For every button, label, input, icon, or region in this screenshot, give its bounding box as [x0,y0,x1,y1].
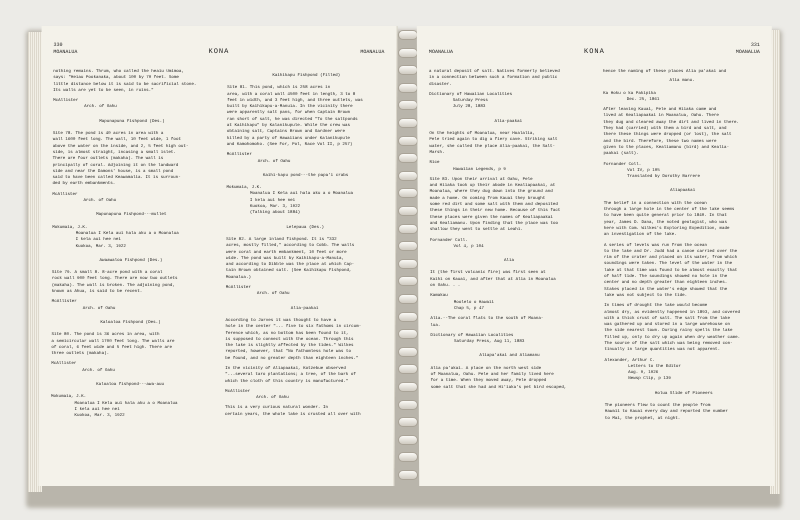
text-line: year, James D. Dana, the noted geologist, who was [603,220,727,225]
text-line: in a connection between such a formation and public [429,76,558,81]
text-line: three outlets (makaha). [51,352,110,357]
text-line: rim of the crater and placed on its water, from which [604,256,738,261]
text-line: McAllister [226,153,252,158]
text-line: Dec. 25, 1861 [619,97,660,102]
text-line: the lake is slightly affected by the tides." Wilkes [225,344,354,349]
text-line: Awaawaloa Fishpond (Des.) [99,258,163,263]
text-line: lua. [430,323,441,328]
text-line: I kela aui hee nei [242,198,296,203]
text-line: water, she called the place Alia-paakai, the Salt- [429,144,556,149]
text-line: were apparently salt pans, for when Captain Brown [226,111,351,116]
binding-ring [398,382,418,392]
text-line: Translated by Dorothy Barrere [619,175,701,180]
text-line: Alia [503,259,515,264]
text-line: Site 81. This pond, which is 258 acres in [227,86,331,91]
text-line: obtaining salt, Captains Brown and Gardner were [226,130,345,135]
text-line: tinually in large quantities was not apparent. [604,348,721,353]
text-line: Arch. of Oahu [241,292,290,297]
text-line: to Mai, the prophet, at night. [604,416,681,421]
binding-ring [398,171,418,181]
binding-ring [398,153,418,163]
binding-ring [398,118,418,128]
text-line: given to the places, Kealiamanu (bird) and Kealia- [603,145,730,150]
text-line: Mokumaia, J.K. [226,186,262,191]
text-line: Fornander Coll. [429,238,468,243]
text-line: above the water on the inside, and 2, 5 feet high out- [52,144,189,149]
text-line: reported, however, that "No fathomless hole was to [225,350,351,355]
text-line: of half tide. The soundings showed no hole in the [604,275,728,280]
text-line: hole in the center "... five to six fathoms in circum- [225,325,362,330]
right-header-title: KONA [584,48,605,56]
text-line: (Talking about 1884) [242,211,301,216]
text-line: Holua Slide of Pioneers [654,391,713,396]
text-line: to the lake and Dr. Judd had a canoe carried over the [603,249,738,254]
binding-ring [398,30,418,40]
text-line: killed by a party of Hawaiians under Kalanikupule [226,136,350,141]
text-line: made a home. On coming from Kauai they brought [429,196,546,201]
text-line: nothing remains. Thrum, who called the heaiu Umimoa, [53,70,184,74]
text-line: I kela aui hee nei [68,238,121,243]
text-line: Vol 4, p 104 [445,244,484,249]
left-page-header [53,42,384,64]
text-line: Letters to the Editor [620,364,681,369]
text-line: and the bird. Therefore, these two names were [603,139,717,144]
text-line: Site 82. A large inland fishpond. It is "332 [226,237,337,242]
text-line [52,251,210,255]
text-line: and Kamohomoho. (See For, Pol, Race Vol II, p 257) [226,142,353,147]
text-line: Arch. of Oahu [67,306,116,311]
text-line: Arch. of Oahu [242,159,291,164]
text-line: Fornander Coll. [603,162,642,167]
text-line: here with Com. Wilkes's Exploring Expedition, made [603,226,730,231]
text-line: were coral and earth embankment, 10 feet or more [226,250,347,255]
text-line: Kaloaloa Fishpond (Des.) [100,320,161,325]
text-line: The belief in a connection with the ocean [603,201,707,206]
text-line: Alia pa'akai. A place on the north west side [430,366,542,371]
binding-ring [398,400,418,410]
text-line: and Kealiamanu. Upon finding that the place was too [429,221,559,226]
text-line: McAllister [51,362,77,367]
text-line: Hawaiian Legends, p 9 [445,167,506,172]
text-line: Kuokoa, Mar. 3, 1922 [242,205,301,210]
left-header-title: KONA [208,48,230,56]
text-line: Alia manu. [669,79,695,84]
text-line: a semicircular wall 1700 feet long. The walls are [51,339,175,344]
right-page-header [429,42,760,64]
text-line: area, with a coral wall 4500 feet in length, 3 to 8 [227,92,356,97]
spiral-binding [396,30,418,490]
text-line: Arch. of Oahu [68,199,117,204]
text-line: and according to Dibble was the place at which Cap- [225,263,355,268]
text-line [430,346,588,350]
text-line: of coral, 6 feet wide and 5 feet high. There are [51,345,172,350]
binding-ring [398,347,418,357]
text-line: Alia-paakai [494,119,523,124]
text-line: Chap 5, p 47 [446,306,484,311]
binding-ring [398,417,418,427]
right-page-column-1 [429,70,589,392]
text-line [51,375,209,379]
text-line: Moanalua, where they dug down into the ground and [429,190,553,195]
text-line [53,112,211,116]
text-line: It (the first volcanic fire) was first seen at [430,271,546,276]
binding-ring [398,241,418,251]
text-line: Moanalua I Kela aui hala aku a o Moanalua [68,231,179,236]
text-line: Site 83. Upon their arrival at Oahu, Pele [429,177,533,182]
text-line: McAllister [51,300,77,305]
text-line: they dug and cleared away the dirt and lived in there. [603,120,740,125]
text-line: Arch. of Oahu [69,105,117,110]
text-line: feet in width, and 3 feet high, and three outlets, was [227,98,363,103]
text-line: a natural deposit of salt. Natives formerly believed [429,70,560,74]
text-line: built by Kaihikapu-a-Manuia. In the vicinity there [227,105,353,110]
text-line: of Moanalua, Oahu. Pele and her family lived here [430,372,554,377]
text-line: Kuokoa, Mar. 3, 1922 [66,414,125,419]
text-line: little distance below it is said to be sacrificial stone. [53,82,197,87]
text-line: I kela aui hee nei [66,407,120,412]
text-line: at Kaihikapu" by Kalanikupule. While the crew was [226,124,351,129]
text-line [226,299,384,303]
text-line: said to have been called Keawamalia. It is surroun- [52,176,181,181]
text-line [52,313,210,317]
text-line: Kaloaloa fishpond---awa-auu [96,382,165,387]
text-line [226,218,384,222]
binding-ring [398,100,418,110]
binding-ring [398,329,418,339]
binding-ring [398,364,418,374]
text-line: Site 78. The pond is 40 acres in area with a [52,132,164,137]
text-line: McAllister [225,286,251,291]
text-line: Arch. of Oahu [67,368,115,373]
text-line: Site 80. The pond is 36 acres in area, with [51,333,160,338]
left-page-number: 330 [53,42,63,48]
text-line: Aug. 9, 1926 [620,371,659,376]
text-line: on Oahu. . . [430,284,461,289]
text-line: to have been quite general prior to 1840. In that [603,214,727,219]
binding-ring [398,224,418,234]
text-line: (makaha). The wall is broken. The adjoining pond, [51,283,175,288]
binding-ring [398,435,418,445]
text-line: ran short of salt, he was directed "To the saltponds [226,117,358,122]
text-line: This is a very curious natural wonder. In [224,406,328,411]
text-line: After leaving Kauai, Pele and Hiiaka came and [603,108,717,113]
left-page [38,26,397,486]
text-line: wall 1600 feet long. The wall, 10 feet wide, 1 foot [52,138,181,143]
text-line: The source of the salt which was being removed con- [604,341,733,346]
text-line: filled up, only to dry up again when dry weather came. [604,335,741,340]
text-line: tain Brown obtained salt. (See Kaihikapu Fishpond, [225,269,352,274]
text-line: Marsh. [429,150,445,155]
text-line: ference which, as no bottom has been found to it, [225,331,349,336]
text-line: Kaihi-kapu pond---the papa'i crabs [262,173,349,178]
text-line: McAllister [53,99,79,104]
text-line: acres, mostly filled," according to Cobb. The walls [226,244,355,249]
text-line: Alexander, Arthur C. [604,358,655,363]
right-header-left: MOANALUA [428,49,453,55]
text-line: Dictionary of Hawaiian Localities [430,333,514,338]
text-line: They had (carried) with them a bird and salt, and [603,127,727,132]
text-line: be found, and no greater depth than eighteen inches." [225,356,359,361]
text-line: which the cloth of this country is manufactured." [225,379,349,384]
text-line [605,384,763,388]
binding-ring [398,188,418,198]
text-line: Vol IV, p 105 [619,168,660,173]
text-line: some salt that she had and Hi'iaka's pet bird escaped, [430,385,567,390]
right-page-number: 331 [750,42,760,48]
text-line: Dictionary of Hawaiian Localities [429,92,513,97]
text-line: Kaihikapu Fishpond (Filled) [272,74,341,78]
left-page-column-1 [51,70,211,420]
binding-ring [398,312,418,322]
binding-ring [398,470,418,480]
text-line: for a time. When they moved away, Pele dropped [430,379,547,384]
text-line: with a thick crust of salt. The salt from the lake [604,316,730,321]
text-line: Aliapa'akai and Aliamanu [479,354,540,359]
text-line: Hawaii to Kauai every day and reported the number [604,410,728,415]
text-line: an investigation of the lake. [603,233,677,238]
text-line: Mokumaia, J.K. [50,395,87,400]
text-line: these things in their new home. Because of this fact [429,209,561,214]
text-line: Aliapaakai [670,189,696,194]
text-line: Moanalua I Kela aui hala aku a o Moanalua [66,401,178,406]
text-line [430,251,588,255]
text-line: Newsp Clip, p 139 [620,377,671,382]
left-page-column-2 [225,70,385,419]
text-line [604,181,762,185]
text-line: Its walls are yet to be seen, in ruins." [53,88,154,93]
binding-ring [398,294,418,304]
text-line: is supposed to connect with the ocean. Through this [225,337,354,342]
text-line: says: "Heiau Pookanaka, about 100 by 70 feet. Some [53,76,179,81]
text-line: side and near the Damons' house, is a small pond [52,169,174,174]
text-line: According to Jarves it was thought to have a [225,318,337,323]
binding-ring [398,206,418,216]
text-line: center and no depth greater than eighteen inches. [604,281,728,286]
binding-ring [398,259,418,269]
text-line: known as Ahua, is said to be recent. [51,290,143,295]
text-line: hence the naming of these places Alia pa'akai and [603,70,727,74]
text-line: and Hiiaka took up their abode in Kealiapaakai, at [429,184,556,189]
text-line [429,112,587,116]
text-line: Lelepaua (Des.) [286,225,325,230]
text-line: The pioneers flew to count the people from [604,404,711,409]
binding-ring [398,276,418,286]
text-line: these places were given the names of Kealiapaakai [429,215,553,220]
text-line: Alia-paakai [290,306,319,311]
text-line: lake at that time was found to be almost exactly that [604,268,738,273]
text-line: Saturday Press [445,99,488,104]
text-line: rock wall 900 feet long. There are now two outlets [51,277,178,282]
text-line: ded by earth embankments. [52,182,116,187]
text-line: Mapunapuna Fishpond (Des.) [99,119,165,124]
left-header-left: MOANALUA [53,49,78,55]
binding-ring [398,65,418,75]
text-line: Kaihi on Kauai, and after that at Alia in Moanalua [430,277,556,282]
text-line: A series of levels was run from the ocean [603,243,707,248]
text-line: almost dry, as evidently happened in 1893, and covered [604,310,741,315]
text-line: Moolelo o Hawaii [446,300,495,305]
text-line: disaster. [429,82,452,87]
text-line: Kuokoa, Mar. 3, 1922 [68,244,126,249]
text-line: shallow they went to settle at Leahi. [429,228,523,233]
text-line: McAllister [52,192,78,197]
text-line: there these things were dropped (or lost), the salt [603,133,732,138]
text-line: Alia.--The coral flats to the south of Moana- [430,317,544,322]
right-page-column-2 [603,70,763,423]
right-page [417,26,774,486]
text-line [227,166,385,170]
text-line: the side nearest town. During rainy spells the lake [604,329,733,334]
text-line: Moanalua.) [225,275,252,280]
text-line: Site 79. A small 8. 8-acre pond with a coral [51,271,163,276]
text-line: "...several taro plantations; a tree, of the bark of [225,373,356,378]
text-line: wide. The pond was built by Kaihikapu-a-Manuia, [225,256,345,261]
binding-ring [398,452,418,462]
text-line: some red dirt and some salt with them and deposited [429,203,558,208]
text-line: lived at Kealiapaakai in Moanalua, Oahu. There [603,114,719,119]
binding-ring [398,136,418,146]
text-line: Saturday Press, Aug 11, 1883 [446,340,525,345]
binding-ring [398,83,418,93]
text-line: Pele tried again to dig a fiery cave. Striking salt [429,138,558,143]
text-line: Rice [429,161,440,166]
left-header-right: MOANALUA [360,49,385,55]
text-line: principally of coral. Adjoining it on the landward [52,163,179,168]
text-line: McAllister [225,389,251,394]
text-line: Stakes placed in the water's edge showed that the [604,287,728,292]
text-line: July 28, 1883 [445,105,486,110]
text-line: Moanalua I Kela aui hala aku a o Moanalua [242,192,354,197]
binding-ring [398,48,418,58]
text-line: Mokumaia, J.K. [52,225,88,230]
text-line [52,205,210,209]
text-line: soundings were taken. The level of the water in the [604,262,733,267]
text-line: In the vicinity of Aliapaakai, Kotzebue observed [225,366,346,371]
text-line: Ka Hoku o ka Pakipika [603,91,656,96]
text-line: paakai (salt). [603,152,639,157]
text-line: was gathered up and stored in a large warehouse on [604,323,731,328]
text-line: Kamakau [430,294,448,299]
text-line: Mapunapuna Fishpond---mullet [96,213,167,218]
text-line: On the heights of Moanalua, near Hoalalia, [429,132,535,137]
text-line: There are four outlets (makaha). The wall is [52,157,164,162]
text-line: certain years, the whole lake is crusted all over with [224,412,361,417]
right-header-right: MOANALUA [735,49,760,55]
text-line: through a large hole in the center of the lake seems [603,208,735,213]
text-line: side, is almost straight, incasing a small islet. [52,150,176,155]
text-line: lake was not subject to the tide. [604,293,688,298]
text-line: In times of drought the lake would become [604,304,708,309]
text-line: Arch. of Oahu [240,396,289,401]
